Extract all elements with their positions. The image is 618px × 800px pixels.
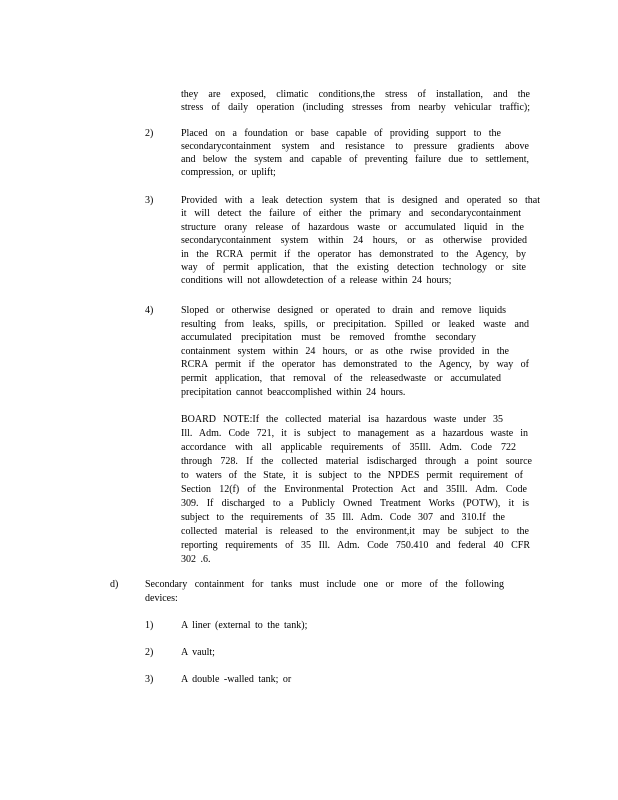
board-note-line: Ill. Adm. Code 721, it is subject to management as a hazardous waste in xyxy=(181,428,528,439)
paragraph-line: in the RCRA permit if the operator has demonstrated to the Agency, by xyxy=(181,249,526,260)
paragraph-line: and below the system and capable of preventing failure due to settlement, xyxy=(181,154,529,165)
board-note-line: through 728. If the collected material isdischarged through a point source xyxy=(181,456,532,467)
paragraph-line: it will detect the failure of either the primary and secondarycontainment xyxy=(181,208,521,219)
paragraph-line: precipitation cannot beaccomplished within 24 hours. xyxy=(181,387,406,398)
paragraph-line: permit application, that removal of the releasedwaste or accumulated xyxy=(181,373,501,384)
section-line: devices: xyxy=(145,593,178,604)
section-line: Secondary containment for tanks must include one or more of the following xyxy=(145,579,504,590)
board-note-line: BOARD NOTE:If the collected material isa hazardous waste under 35 xyxy=(181,414,503,425)
paragraph-line: RCRA permit if the operator has demonstrated to the Agency, by way of xyxy=(181,359,529,370)
device-item: A liner (external to the tank); xyxy=(181,620,308,631)
board-note-line: Section 12(f) of the Environmental Protection Act and 35Ill. Adm. Code xyxy=(181,484,527,495)
paragraph-line: they are exposed, climatic conditions,the stress of installation, and the xyxy=(181,89,530,100)
paragraph-line: accumulated precipitation must be removed fromthe secondary xyxy=(181,332,476,343)
paragraph-line: secondarycontainment system and resistance to pressure gradients above xyxy=(181,141,529,152)
list-marker: 3) xyxy=(145,674,154,685)
board-note-line: to waters of the State, it is subject to the NPDES permit requirement of xyxy=(181,470,523,481)
board-note-line: subject to the requirements of 35 Ill. Adm. Code 307 and 310.If the xyxy=(181,512,505,523)
device-item: A vault; xyxy=(181,647,215,658)
board-note-line: 309. If discharged to a Publicly Owned Treatment Works (POTW), it is xyxy=(181,498,529,509)
paragraph-line: secondarycontainment system within 24 hours, or as otherwise provided xyxy=(181,235,527,246)
paragraph-line: conditions will not allowdetection of a release within 24 hours; xyxy=(181,275,452,286)
board-note-line: 302 .6. xyxy=(181,554,211,565)
list-marker: 1) xyxy=(145,620,154,631)
paragraph-line: resulting from leaks, spills, or precipitation. Spilled or leaked waste and xyxy=(181,319,529,330)
board-note-line: accordance with all applicable requirements of 35Ill. Adm. Code 722 xyxy=(181,442,516,453)
paragraph-line: Provided with a leak detection system that is designed and operated so that xyxy=(181,195,540,206)
board-note-line: reporting requirements of 35 Ill. Adm. Code 750.410 and federal 40 CFR xyxy=(181,540,530,551)
paragraph-line: structure orany release of hazardous waste or accumulated liquid in the xyxy=(181,222,524,233)
list-marker: 2) xyxy=(145,647,154,658)
paragraph-line: Sloped or otherwise designed or operated to drain and remove liquids xyxy=(181,305,506,316)
paragraph-line: compression, or uplift; xyxy=(181,167,276,178)
list-marker: 3) xyxy=(145,195,154,206)
section-marker: d) xyxy=(110,579,119,590)
list-marker: 4) xyxy=(145,305,154,316)
list-marker: 2) xyxy=(145,128,154,139)
device-item: A double -walled tank; or xyxy=(181,674,292,685)
paragraph-line: containment system within 24 hours, or as othe rwise provided in the xyxy=(181,346,509,357)
paragraph-line: stress of daily operation (including stresses from nearby vehicular traffic); xyxy=(181,102,530,113)
paragraph-line: Placed on a foundation or base capable of providing support to the xyxy=(181,128,501,139)
board-note-line: collected material is released to the environment,it may be subject to the xyxy=(181,526,529,537)
paragraph-line: way of permit application, that the existing detection technology or site xyxy=(181,262,526,273)
